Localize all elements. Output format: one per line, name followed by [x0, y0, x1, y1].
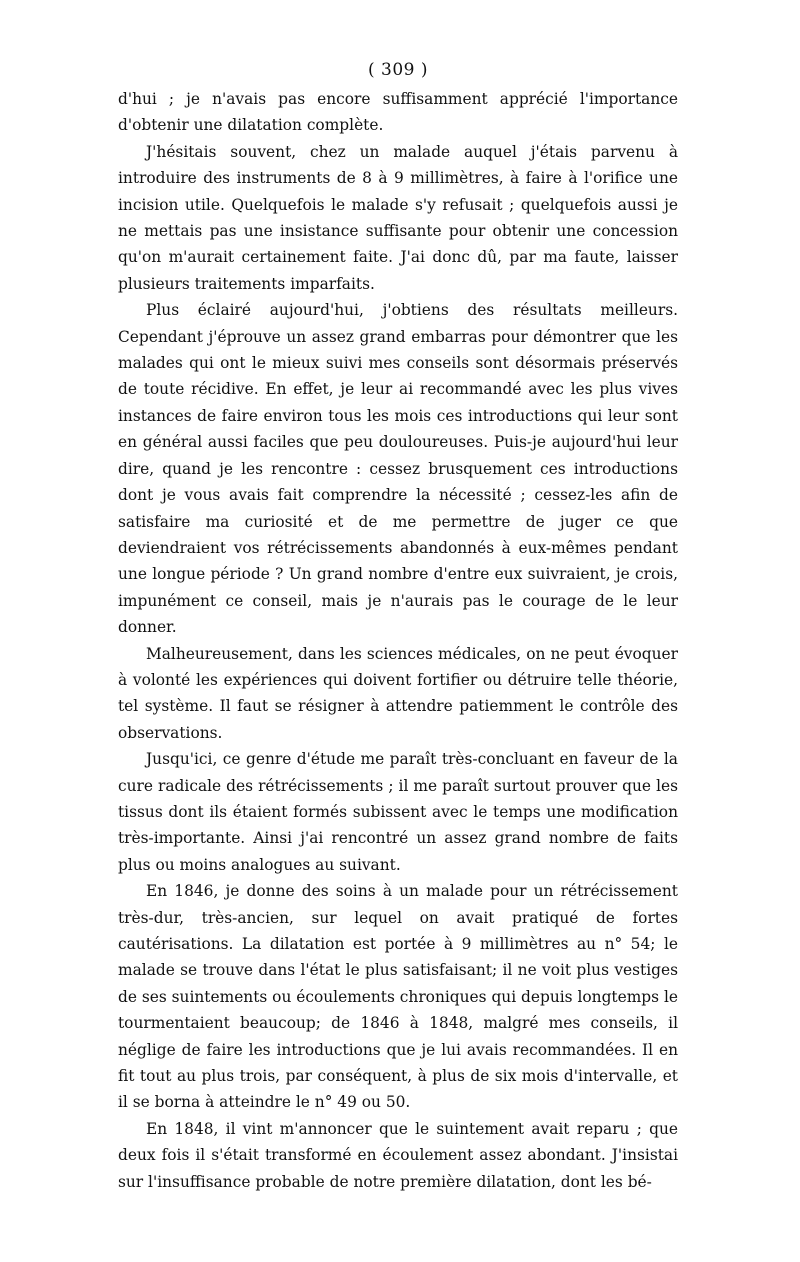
paragraph-continuation: d'hui ; je n'avais pas encore suffisamment apprécié l'importance d'obtenir une dilatation complète. — [118, 90, 678, 135]
paragraph: Plus éclairé aujourd'hui, j'obtiens des résultats meilleurs. Cependant j'éprouve un assez grand embarras pour démontrer que les malades qui ont le mieux suivi mes conseils sont désormais préservés de toute récidive. En effet, je leur ai recommandé avec les plus vives instances de faire environ tous les mois ces introductions qui leur sont en général aussi faciles que peu douloureuses. Puis-je aujourd'hui leur dire, quand je les rencontre : cessez brusquement ces introductions dont je vous avais fait comprendre la nécessité ; cessez-les afin de satisfaire ma curiosité et de me permettre de juger ce que deviendraient vos rétrécissements abandonnés à eux-mêmes pendant une longue période ? Un grand nombre d'entre eux suivraient, je crois, impunément ce conseil, mais je n'aurais pas le courage de le leur donner. — [118, 301, 678, 637]
paragraph: En 1848, il vint m'annoncer que le suintement avait reparu ; que deux fois il s'était transformé en écoulement assez abondant. J'insistai sur l'insuffisance probable de notre première dilatation, dont les bé- — [118, 1119, 678, 1191]
paragraph: En 1846, je donne des soins à un malade pour un rétrécissement très-dur, très-ancien, sur lequel on avait pratiqué de fortes cautérisations. La dilatation est portée à 9 millimètres au n° 54; le malade se trouve dans l'état le plus satisfaisant; il ne voit plus vestiges de ses suintements ou écoulements chroniques qui depuis longtemps le tourmentaient beaucoup; de 1846 à 1848, malgré mes conseils, il néglige de faire les introductions que je lui avais recommandées. Il en fit tout au plus trois, par conséquent, à plus de six mois d'intervalle, et il se borna à atteindre le n° 49 ou 50. — [118, 882, 678, 1112]
book-page — [118, 58, 678, 1195]
page-number: ( 309 ) — [367, 60, 429, 80]
paragraph: J'hésitais souvent, chez un malade auquel j'étais parvenu à introduire des instruments de 8 à 9 millimètres, à faire à l'orifice une incision utile. Quelquefois le malade s'y refusait ; quelquefois aussi je ne mettais pas une insistance suffisante pour obtenir une concession qu'on m'aurait certainement faite. J'ai donc dû, par ma faute, laisser plusieurs traitements imparfaits. — [118, 142, 678, 293]
paragraph: Jusqu'ici, ce genre d'étude me paraît très-concluant en faveur de la cure radicale des rétrécissements ; il me paraît surtout prouver que les tissus dont ils étaient formés subissent avec le temps une modification très-importante. Ainsi j'ai rencontré un assez grand nombre de faits plus ou moins analogues au suivant. — [118, 750, 678, 874]
paragraph: Malheureusement, dans les sciences médicales, on ne peut évoquer à volonté les expériences qui doivent fortifier ou détruire telle théorie, tel système. Il faut se résigner à attendre patiemment le contrôle des observations. — [118, 644, 678, 742]
